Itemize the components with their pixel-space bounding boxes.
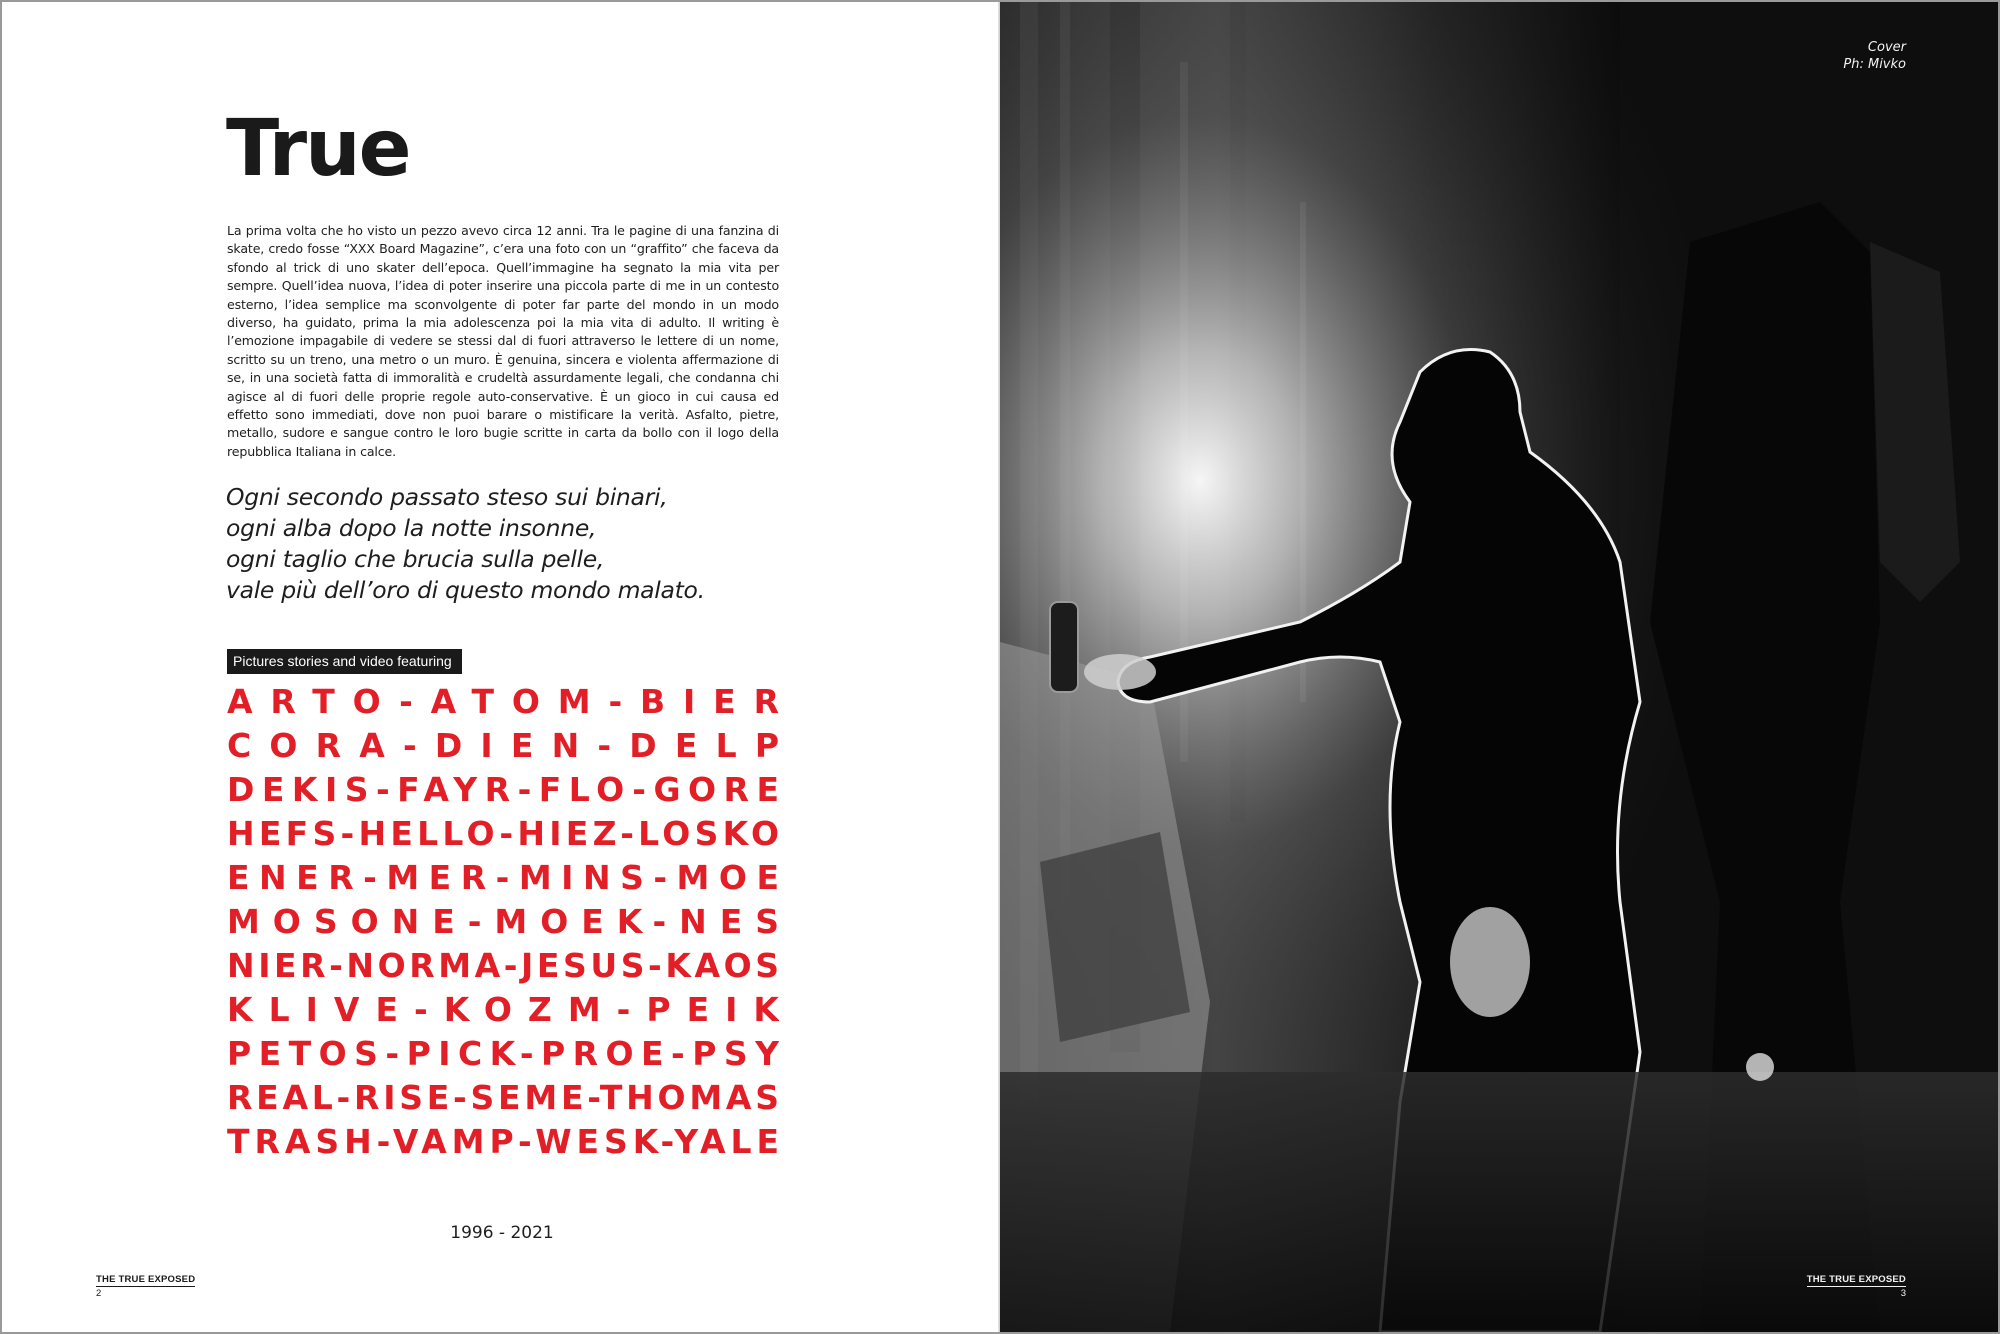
intro-paragraph: La prima volta che ho visto un pezzo avevo circa 12 anni. Tra le pagine di una fanzina di skate, credo fosse “XXX Board Magazine”, c’era una foto con un “graffito” che faceva da sfondo al trick di uno skater dell’epoca. Quell’immagine ha segnato la mia vita per sempre. Quell’idea nuova, l’idea di poter inserire una piccola parte di me in un contesto esterno, l’idea semplice ma sconvolgente di poter far parte del mondo in un modo diverso, ha guidato, prima la mia adolescenza poi la mia vita di adulto. Il writing è l’emozione impagabile di vedere se stessi dal di fuori attraverso le lettere di un nome, scritto su un treno, una metro o un muro. È genuina, sincera e violenta affermazione di se, in una società fatta di immoralità e crudeltà assurdamente legali, che condanna chi agisce al di fuori delle proprie regole auto-conservative. È un gioco in cui causa ed effetto sono immediati, dove non puoi barare o mistificare la verità. Asfalto, pietre, metallo, sudore e sangue contro le loro bugie scritte in carta da bollo con il logo della repubblica Italiana in calce.	[227, 223, 779, 459]
featuring-names-line	[227, 988, 779, 1032]
photo-credit	[1843, 39, 1906, 73]
featuring-names-line	[227, 900, 779, 944]
featuring-names-line	[227, 768, 779, 812]
poem	[226, 482, 705, 606]
featuring-label: Pictures stories and video featuring	[227, 649, 462, 674]
featuring-names-text: REAL-RISE-SEME-THOMAS	[227, 1078, 779, 1117]
poem-line: Ogni secondo passato steso sui binari,	[226, 483, 668, 511]
featuring-names-line	[227, 1120, 779, 1164]
featuring-names-text: DEKIS-FAYR-FLO-GORE	[227, 770, 779, 809]
featuring-names-text: HEFS-HELLO-HIEZ-LOSKO	[227, 814, 779, 853]
running-title: THE TRUE EXPOSED	[96, 1274, 196, 1285]
featuring-names-line	[227, 944, 779, 988]
featuring-names-text: CORA-DIEN-DELP	[227, 726, 779, 765]
left-page	[2, 2, 1000, 1332]
featuring-names-line	[227, 724, 779, 768]
poem-line: ogni taglio che brucia sulla pelle,	[226, 545, 605, 573]
years-range: 1996 - 2021	[450, 1223, 554, 1243]
featuring-names-line	[227, 680, 779, 724]
featuring-names-text: ENER-MER-MINS-MOE	[227, 858, 779, 897]
page-title: True	[226, 104, 410, 194]
right-page-footer	[1807, 1274, 1906, 1299]
featuring-names-line	[227, 812, 779, 856]
credit-photographer: Ph: Mivko	[1843, 57, 1906, 72]
featuring-names-text: ARTO-ATOM-BIER	[227, 682, 779, 721]
featuring-names-line	[227, 856, 779, 900]
featuring-names-text: MOSONE-MOEK-NES	[227, 902, 779, 941]
poem-line: ogni alba dopo la notte insonne,	[226, 514, 597, 542]
page-number: 3	[1900, 1288, 1906, 1299]
credit-label: Cover	[1867, 40, 1906, 55]
featuring-names-list	[227, 680, 779, 1164]
featuring-names-text: NIER-NORMA-JESUS-KAOS	[227, 946, 779, 985]
poem-line: vale più dell’oro di questo mondo malato.	[226, 576, 705, 604]
left-page-footer	[96, 1274, 195, 1299]
featuring-names-text: PETOS-PICK-PROE-PSY	[227, 1034, 779, 1073]
right-page	[1000, 2, 2000, 1332]
running-title: THE TRUE EXPOSED	[1806, 1274, 1906, 1285]
featuring-names-line	[227, 1076, 779, 1120]
featuring-names-text: KLIVE-KOZM-PEIK	[227, 990, 779, 1029]
page-number: 2	[96, 1288, 102, 1299]
featuring-names-line	[227, 1032, 779, 1076]
graffiti-writer-photo	[1000, 2, 2000, 1332]
featuring-names-text: TRASH-VAMP-WESK-YALE	[227, 1122, 779, 1161]
